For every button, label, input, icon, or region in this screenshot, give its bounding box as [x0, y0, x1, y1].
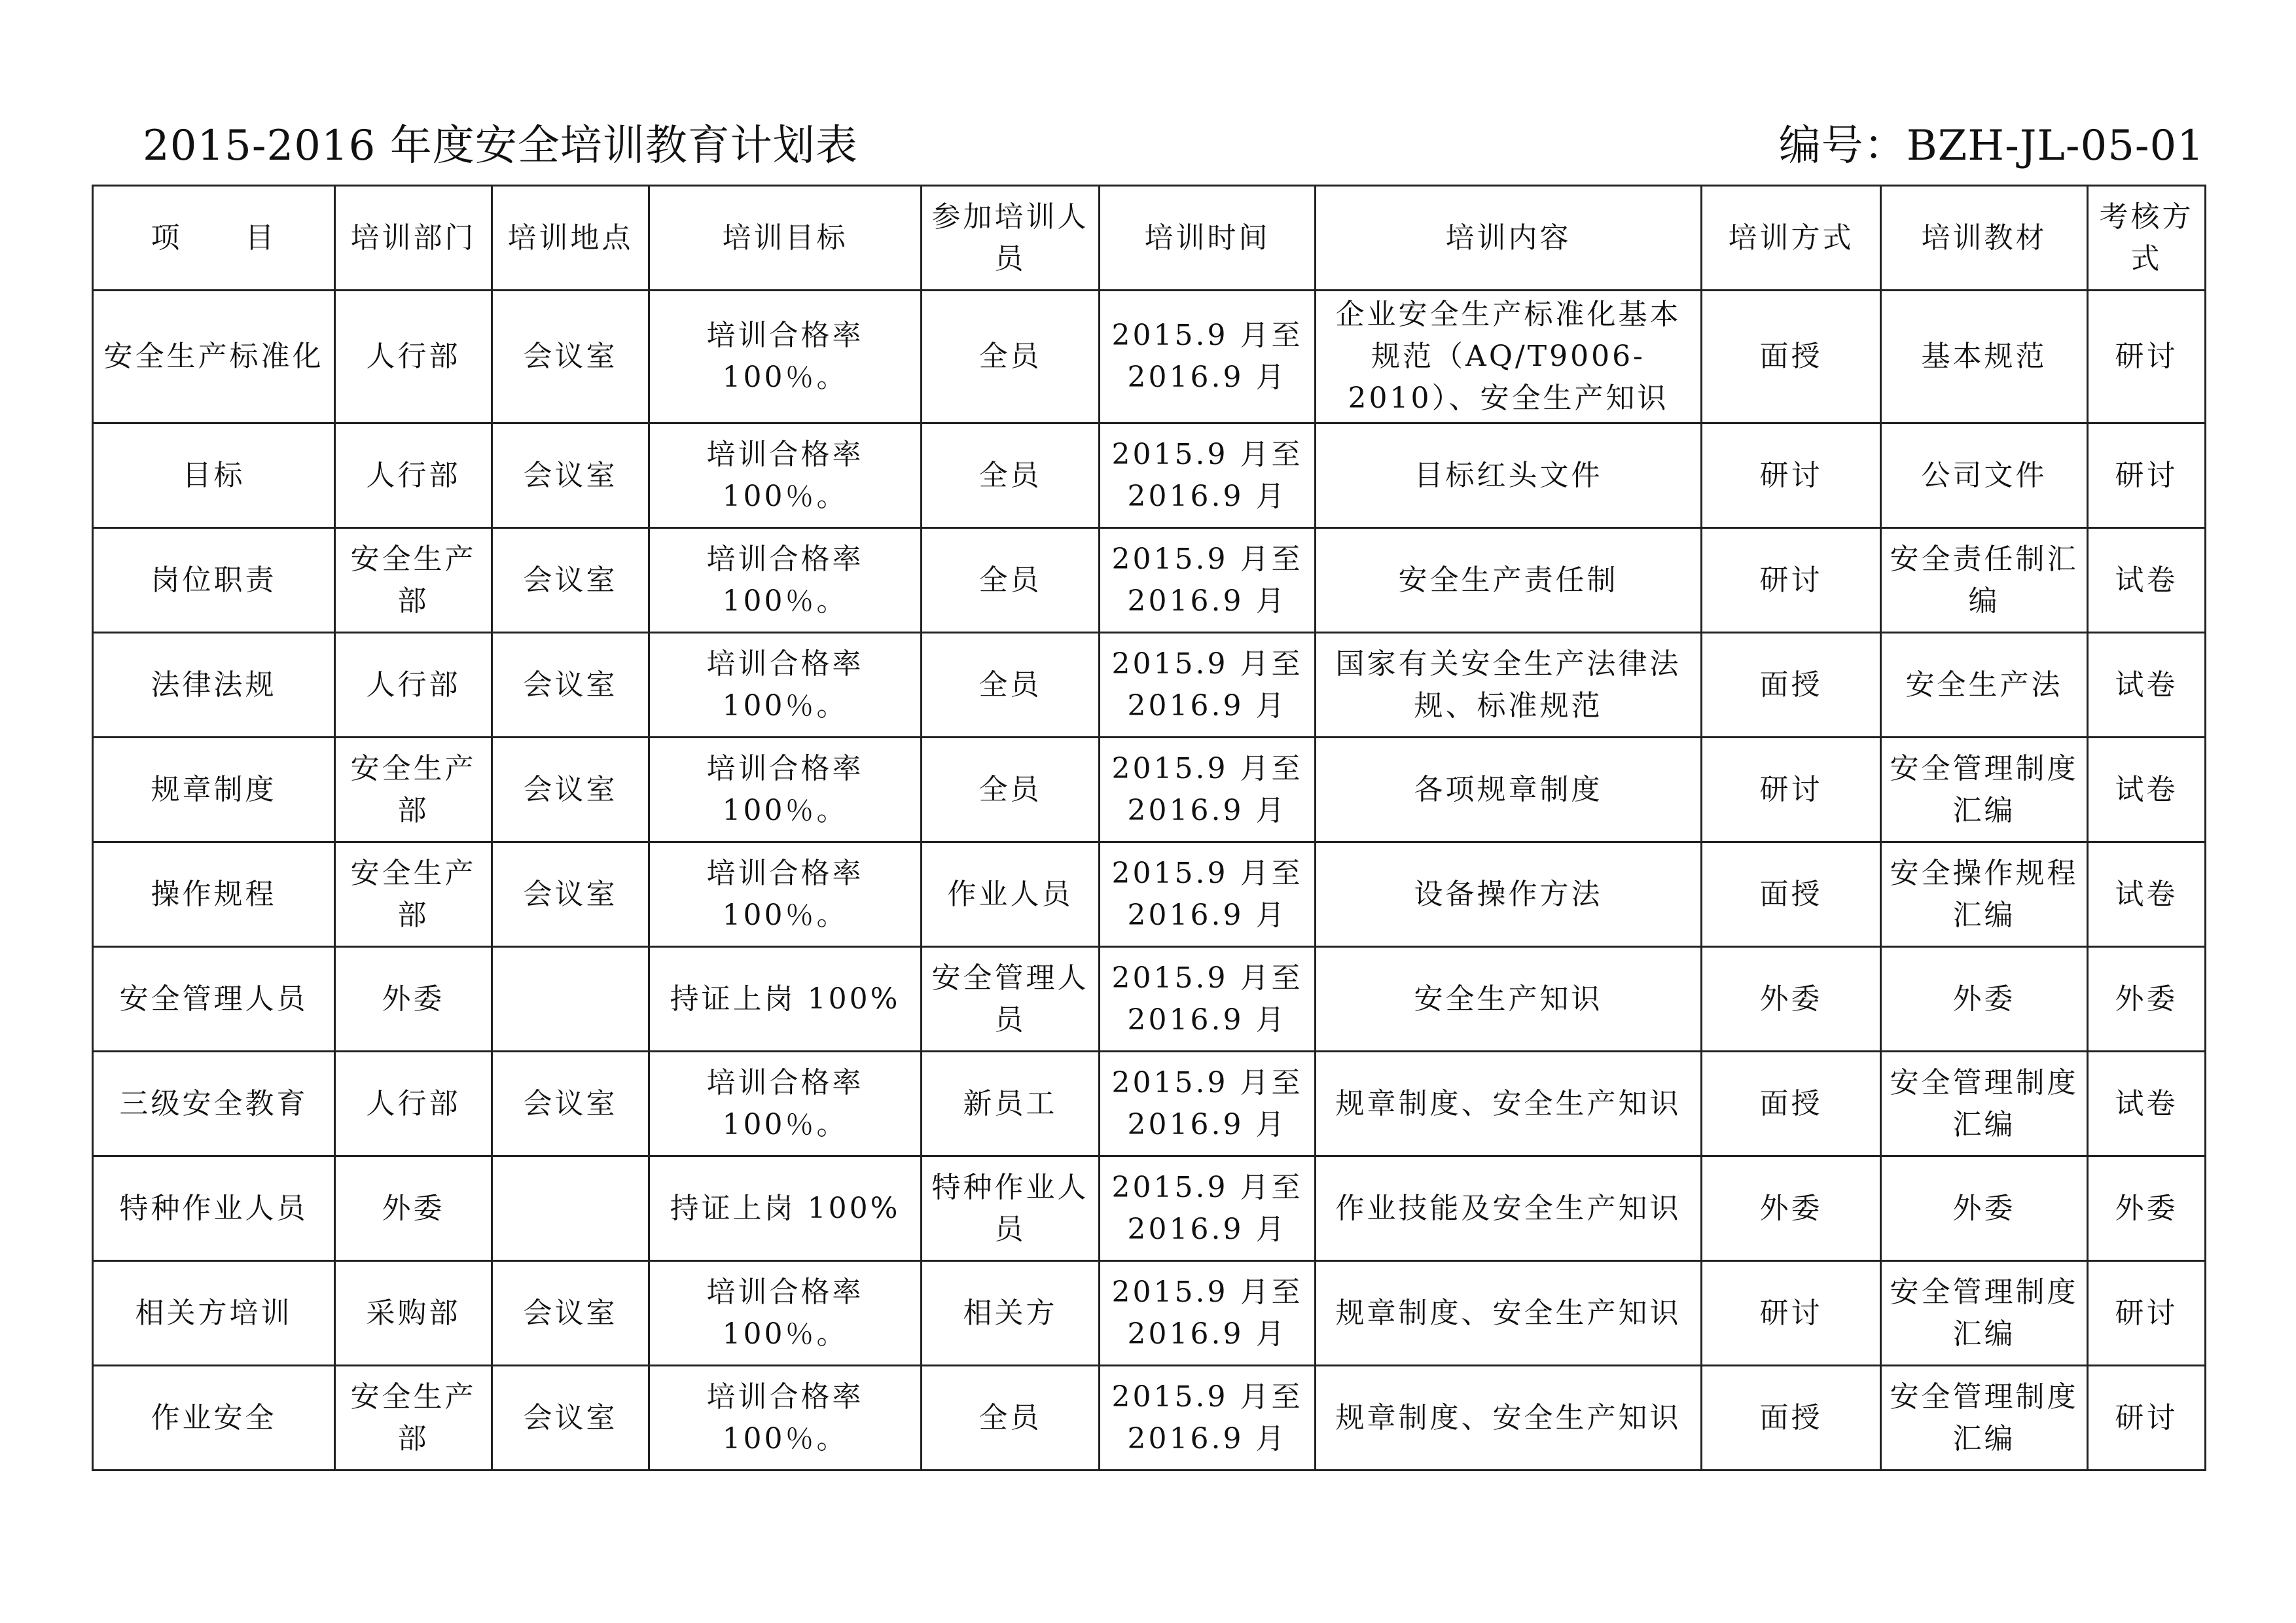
- column-header-goal: 培训目标: [649, 186, 922, 291]
- cell-location: [492, 947, 649, 1052]
- cell-assessment: 外委: [2088, 947, 2206, 1052]
- cell-location: [492, 1156, 649, 1261]
- cell-item: 岗位职责: [93, 528, 335, 633]
- document-code: 编号：BZH-JL-05-01: [1778, 122, 2204, 170]
- cell-item: 操作规程: [93, 842, 335, 947]
- cell-materials: 安全操作规程汇编: [1881, 842, 2088, 947]
- table-row: [93, 1366, 2206, 1471]
- cell-participants: 全员: [922, 423, 1100, 528]
- table-row: [93, 291, 2206, 423]
- cell-goal: 培训合格率 100％。: [649, 633, 922, 738]
- table-row: [93, 528, 2206, 633]
- column-header-time: 培训时间: [1100, 186, 1316, 291]
- cell-method: 面授: [1702, 842, 1881, 947]
- cell-location: 会议室: [492, 738, 649, 842]
- page-title: 2015-2016 年度安全培训教育计划表: [143, 122, 858, 170]
- cell-item: 安全生产标准化: [93, 291, 335, 423]
- training-plan-table: [92, 185, 2206, 1471]
- cell-content: 安全生产知识: [1316, 947, 1702, 1052]
- cell-assessment: 试卷: [2088, 738, 2206, 842]
- column-header-materials: 培训教材: [1881, 186, 2088, 291]
- cell-method: 面授: [1702, 633, 1881, 738]
- cell-participants: 新员工: [922, 1052, 1100, 1156]
- column-header-method: 培训方式: [1702, 186, 1881, 291]
- cell-materials: 基本规范: [1881, 291, 2088, 423]
- cell-item: 特种作业人员: [93, 1156, 335, 1261]
- cell-time: 2015.9 月至 2016.9 月: [1100, 842, 1316, 947]
- cell-time: 2015.9 月至 2016.9 月: [1100, 1366, 1316, 1471]
- cell-content: 规章制度、安全生产知识: [1316, 1366, 1702, 1471]
- cell-materials: 安全生产法: [1881, 633, 2088, 738]
- cell-department: 人行部: [335, 423, 492, 528]
- cell-department: 采购部: [335, 1261, 492, 1366]
- cell-location: 会议室: [492, 842, 649, 947]
- cell-goal: 培训合格率 100％。: [649, 291, 922, 423]
- cell-participants: 全员: [922, 528, 1100, 633]
- cell-goal: 持证上岗 100%: [649, 1156, 922, 1261]
- cell-goal: 培训合格率 100％。: [649, 1261, 922, 1366]
- cell-time: 2015.9 月至 2016.9 月: [1100, 738, 1316, 842]
- cell-time: 2015.9 月至 2016.9 月: [1100, 291, 1316, 423]
- cell-content: 设备操作方法: [1316, 842, 1702, 947]
- cell-method: 面授: [1702, 1366, 1881, 1471]
- cell-participants: 全员: [922, 1366, 1100, 1471]
- cell-content: 国家有关安全生产法律法规、标准规范: [1316, 633, 1702, 738]
- cell-location: 会议室: [492, 633, 649, 738]
- cell-assessment: 试卷: [2088, 528, 2206, 633]
- document-header: [92, 110, 2204, 182]
- cell-goal: 持证上岗 100%: [649, 947, 922, 1052]
- cell-department: 人行部: [335, 291, 492, 423]
- cell-time: 2015.9 月至 2016.9 月: [1100, 1156, 1316, 1261]
- cell-materials: 安全管理制度汇编: [1881, 1366, 2088, 1471]
- cell-method: 外委: [1702, 947, 1881, 1052]
- cell-assessment: 试卷: [2088, 842, 2206, 947]
- cell-participants: 全员: [922, 291, 1100, 423]
- cell-method: 研讨: [1702, 738, 1881, 842]
- cell-goal: 培训合格率 100％。: [649, 1366, 922, 1471]
- cell-content: 规章制度、安全生产知识: [1316, 1261, 1702, 1366]
- cell-item: 目标: [93, 423, 335, 528]
- cell-location: 会议室: [492, 291, 649, 423]
- cell-time: 2015.9 月至 2016.9 月: [1100, 423, 1316, 528]
- cell-participants: 安全管理人员: [922, 947, 1100, 1052]
- cell-goal: 培训合格率 100％。: [649, 842, 922, 947]
- cell-item: 相关方培训: [93, 1261, 335, 1366]
- cell-goal: 培训合格率 100％。: [649, 528, 922, 633]
- cell-goal: 培训合格率 100％。: [649, 423, 922, 528]
- cell-materials: 安全管理制度汇编: [1881, 738, 2088, 842]
- cell-goal: 培训合格率 100％。: [649, 1052, 922, 1156]
- cell-materials: 安全管理制度汇编: [1881, 1052, 2088, 1156]
- cell-method: 研讨: [1702, 423, 1881, 528]
- cell-goal: 培训合格率 100％。: [649, 738, 922, 842]
- cell-department: 安全生产部: [335, 738, 492, 842]
- cell-assessment: 研讨: [2088, 1261, 2206, 1366]
- cell-method: 面授: [1702, 291, 1881, 423]
- table-row: [93, 633, 2206, 738]
- cell-participants: 特种作业人员: [922, 1156, 1100, 1261]
- cell-method: 研讨: [1702, 528, 1881, 633]
- column-header-department: 培训部门: [335, 186, 492, 291]
- cell-assessment: 研讨: [2088, 423, 2206, 528]
- cell-assessment: 研讨: [2088, 1366, 2206, 1471]
- cell-materials: 安全管理制度汇编: [1881, 1261, 2088, 1366]
- column-header-location: 培训地点: [492, 186, 649, 291]
- cell-materials: 外委: [1881, 1156, 2088, 1261]
- cell-department: 外委: [335, 1156, 492, 1261]
- cell-location: 会议室: [492, 1052, 649, 1156]
- table-row: [93, 842, 2206, 947]
- column-header-assessment: 考核方式: [2088, 186, 2206, 291]
- cell-item: 法律法规: [93, 633, 335, 738]
- cell-assessment: 外委: [2088, 1156, 2206, 1261]
- cell-assessment: 试卷: [2088, 633, 2206, 738]
- cell-department: 安全生产部: [335, 528, 492, 633]
- cell-location: 会议室: [492, 1261, 649, 1366]
- cell-item: 作业安全: [93, 1366, 335, 1471]
- cell-content: 各项规章制度: [1316, 738, 1702, 842]
- cell-content: 目标红头文件: [1316, 423, 1702, 528]
- cell-time: 2015.9 月至 2016.9 月: [1100, 1052, 1316, 1156]
- cell-participants: 全员: [922, 633, 1100, 738]
- cell-method: 面授: [1702, 1052, 1881, 1156]
- table-row: [93, 423, 2206, 528]
- cell-time: 2015.9 月至 2016.9 月: [1100, 1261, 1316, 1366]
- cell-time: 2015.9 月至 2016.9 月: [1100, 633, 1316, 738]
- cell-materials: 外委: [1881, 947, 2088, 1052]
- cell-participants: 全员: [922, 738, 1100, 842]
- cell-location: 会议室: [492, 1366, 649, 1471]
- cell-participants: 作业人员: [922, 842, 1100, 947]
- cell-participants: 相关方: [922, 1261, 1100, 1366]
- cell-location: 会议室: [492, 528, 649, 633]
- cell-department: 人行部: [335, 1052, 492, 1156]
- cell-item: 安全管理人员: [93, 947, 335, 1052]
- table-row: [93, 738, 2206, 842]
- cell-method: 外委: [1702, 1156, 1881, 1261]
- cell-content: 安全生产责任制: [1316, 528, 1702, 633]
- cell-materials: 公司文件: [1881, 423, 2088, 528]
- cell-time: 2015.9 月至 2016.9 月: [1100, 528, 1316, 633]
- column-header-content: 培训内容: [1316, 186, 1702, 291]
- cell-content: 作业技能及安全生产知识: [1316, 1156, 1702, 1261]
- cell-assessment: 试卷: [2088, 1052, 2206, 1156]
- column-header-item: 项 目: [93, 186, 335, 291]
- cell-time: 2015.9 月至 2016.9 月: [1100, 947, 1316, 1052]
- cell-department: 安全生产部: [335, 842, 492, 947]
- cell-department: 人行部: [335, 633, 492, 738]
- cell-method: 研讨: [1702, 1261, 1881, 1366]
- table-body: [93, 291, 2206, 1471]
- column-header-participants: 参加培训人员: [922, 186, 1100, 291]
- table-row: [93, 1156, 2206, 1261]
- cell-location: 会议室: [492, 423, 649, 528]
- cell-materials: 安全责任制汇编: [1881, 528, 2088, 633]
- table-row: [93, 1052, 2206, 1156]
- cell-item: 规章制度: [93, 738, 335, 842]
- cell-item: 三级安全教育: [93, 1052, 335, 1156]
- table-row: [93, 947, 2206, 1052]
- table-row: [93, 1261, 2206, 1366]
- cell-department: 外委: [335, 947, 492, 1052]
- cell-department: 安全生产部: [335, 1366, 492, 1471]
- cell-content: 规章制度、安全生产知识: [1316, 1052, 1702, 1156]
- cell-assessment: 研讨: [2088, 291, 2206, 423]
- cell-content: 企业安全生产标准化基本规范（AQ/T9006-2010）、安全生产知识: [1316, 291, 1702, 423]
- table-header-row: [93, 186, 2206, 291]
